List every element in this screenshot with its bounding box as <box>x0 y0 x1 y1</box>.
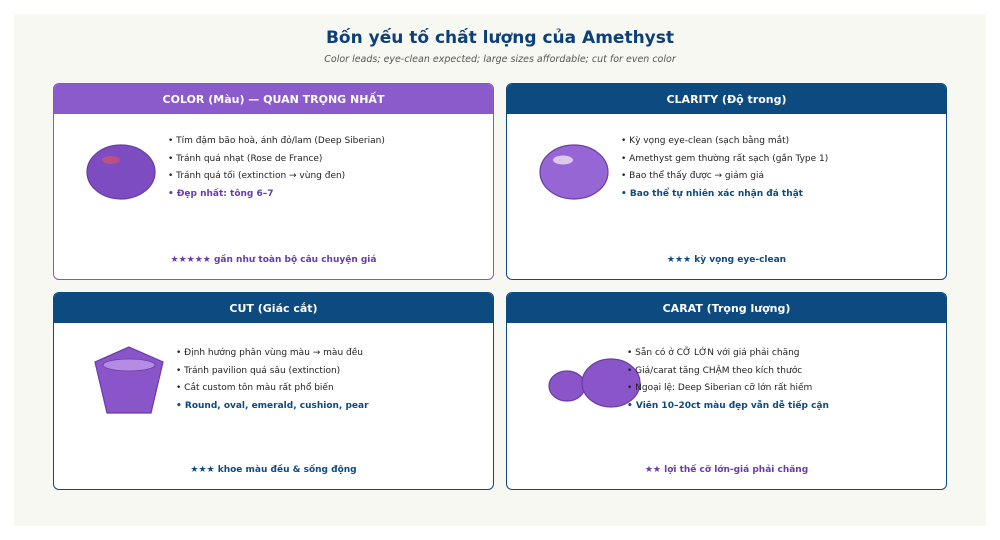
list-item: • Amethyst gem thường rất sạch (gần Type 1) <box>621 151 828 169</box>
list-item: • Tránh quá nhạt (Rose de France) <box>168 151 385 169</box>
cut-card-bullets <box>176 345 369 415</box>
pentagon-cut-gem-icon <box>92 345 166 415</box>
list-item: • Ngoại lệ: Deep Siberian cỡ lớn rất hiếm <box>627 380 829 398</box>
clarity-card-header: CLARITY (Độ trong) <box>507 84 946 114</box>
color-card-bullets <box>168 133 385 203</box>
cut-card-header: CUT (Giác cắt) <box>54 293 493 323</box>
list-item: • Kỳ vọng eye-clean (sạch bằng mắt) <box>621 133 828 151</box>
clarity-card-bullets <box>621 133 828 203</box>
color-card-header: COLOR (Màu) — QUAN TRỌNG NHẤT <box>54 84 493 114</box>
list-item: • Cắt custom tôn màu rất phổ biến <box>176 380 369 398</box>
carat-card-bullets <box>627 345 829 415</box>
clear-gem-icon <box>537 142 611 202</box>
list-item: • Sẵn có ở CỠ LỚN với giá phải chăng <box>627 345 829 363</box>
list-item: • Round, oval, emerald, cushion, pear <box>176 398 369 416</box>
list-item: • Tím đậm bão hoà, ánh đỏ/lam (Deep Siberian) <box>168 133 385 151</box>
carat-card <box>506 292 947 490</box>
amethyst-oval-gem-icon <box>84 142 158 202</box>
color-card <box>53 83 494 280</box>
list-item: • Định hướng phân vùng màu → màu đều <box>176 345 369 363</box>
list-item: • Bao thể tự nhiên xác nhận đá thật <box>621 186 828 204</box>
carat-card-footer: ★★ lợi thế cỡ lớn-giá phải chăng <box>644 465 809 475</box>
list-item: • Tránh quá tối (extinction → vùng đen) <box>168 168 385 186</box>
color-card-footer: ★★★★★ gần như toàn bộ câu chuyện giá <box>170 255 377 265</box>
cut-card-footer: ★★★ khoe màu đều & sống động <box>190 465 357 475</box>
list-item: • Bao thể thấy được → giảm giá <box>621 168 828 186</box>
cut-card <box>53 292 494 490</box>
clarity-card-footer: ★★★ kỳ vọng eye-clean <box>666 255 787 265</box>
list-item: • Viên 10–20ct màu đẹp vẫn dễ tiếp cận <box>627 398 829 416</box>
carat-card-header: CARAT (Trọng lượng) <box>507 293 946 323</box>
list-item: • Đẹp nhất: tông 6–7 <box>168 186 385 204</box>
page-title: Bốn yếu tố chất lượng của Amethyst <box>325 28 675 48</box>
clarity-card <box>506 83 947 280</box>
list-item: • Tránh pavilion quá sâu (extinction) <box>176 363 369 381</box>
page-subtitle: Color leads; eye-clean expected; large sizes affordable; cut for even color <box>324 54 676 65</box>
list-item: • Giá/carat tăng CHẬM theo kích thước <box>627 363 829 381</box>
